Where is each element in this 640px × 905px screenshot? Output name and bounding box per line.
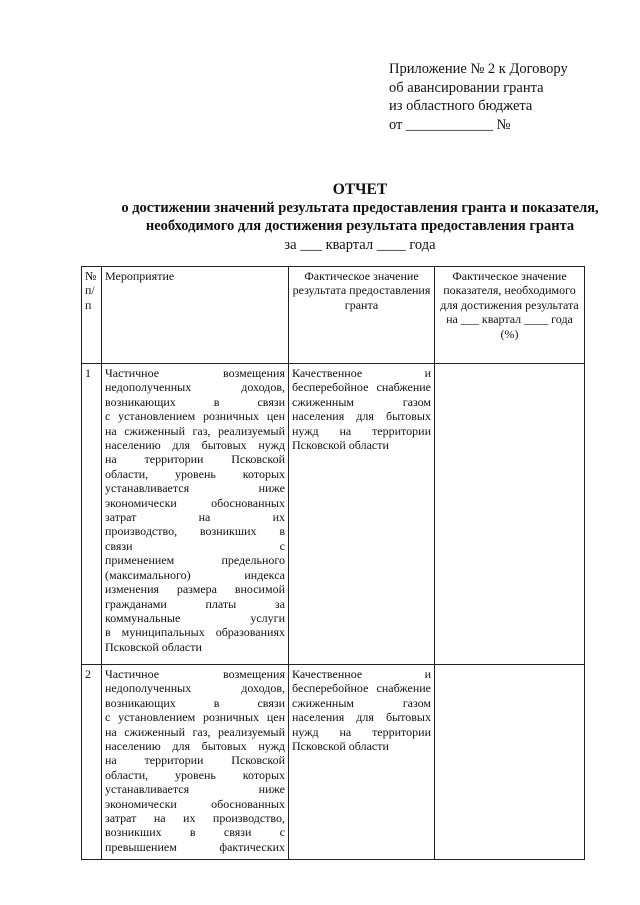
activity-line: возникших в связи с	[105, 825, 285, 840]
header-num-line-2: п/п	[85, 283, 95, 312]
row-activity	[102, 364, 289, 665]
activity-line: устанавливается ниже	[105, 782, 285, 797]
activity-line: гражданами платы за	[105, 596, 285, 611]
activity-line: Частичное возмещения	[105, 366, 285, 380]
activity-line: затрат на их	[105, 510, 285, 525]
header-fact-result: Фактическое значение результата предоставления гранта	[289, 267, 435, 364]
activity-line: применением предельного	[105, 553, 285, 568]
activity-line: экономически обоснованных	[105, 796, 285, 811]
header-num-line-1: №	[85, 269, 97, 283]
row-num: 2	[82, 665, 102, 860]
activity-line: производство, возникших в	[105, 524, 285, 539]
header-num	[82, 267, 102, 364]
row-fact-indicator	[435, 665, 585, 860]
activity-line: на сжиженный газ, реализуемый	[105, 423, 285, 438]
activity-line: населению для бытовых нужд	[105, 739, 285, 754]
activity-line: области, уровень которых	[105, 767, 285, 782]
activity-line: населению для бытовых нужд	[105, 438, 285, 453]
activity-line: коммунальные услуги	[105, 610, 285, 625]
activity-line: на территории Псковской	[105, 753, 285, 768]
appendix-line-4: от ____________ №	[389, 116, 511, 133]
activity-line: (максимального) индекса	[105, 567, 285, 582]
activity-line: с установлением розничных цен	[105, 710, 285, 725]
activity-line: устанавливается ниже	[105, 481, 285, 496]
row-fact-result: Качественное и бесперебойное снабжение сжиженным газом населения для бытовых нужд на территории Псковской области	[289, 364, 435, 665]
row-num: 1	[82, 364, 102, 665]
header-activity: Мероприятие	[102, 267, 289, 364]
activity-line: на территории Псковской	[105, 452, 285, 467]
activity-line: на сжиженный газ, реализуемый	[105, 724, 285, 739]
activity-line: возникающих в связи	[105, 394, 285, 409]
appendix-line-1: Приложение № 2 к Договору	[389, 61, 568, 77]
report-title: ОТЧЕТ	[332, 181, 388, 198]
activity-line: в муниципальных образованиях	[105, 625, 285, 640]
activity-line: связи с	[105, 538, 285, 553]
report-subtitle-line-2: необходимого для достижения результата предоставления гранта	[145, 217, 575, 234]
report-table	[81, 266, 585, 860]
activity-line: возникающих в связи	[105, 695, 285, 710]
row-activity	[102, 665, 289, 860]
activity-line: затрат на их производство,	[105, 811, 285, 826]
appendix-block	[389, 60, 568, 134]
activity-line: изменения размера вносимой	[105, 582, 285, 597]
table-row	[82, 364, 585, 665]
report-subtitle-line-1: о достижении значений результата предоставления гранта и показателя,	[121, 200, 599, 216]
header-fact-indicator-unit: (%)	[500, 326, 519, 341]
activity-line: недополученных доходов,	[105, 681, 285, 696]
activity-line: экономически обоснованных	[105, 495, 285, 510]
header-fact-indicator	[435, 267, 585, 364]
table-header-row	[82, 267, 585, 364]
activity-line: Псковской области	[105, 639, 202, 654]
activity-line: Частичное возмещения	[105, 667, 285, 681]
row-fact-result: Качественное и бесперебойное снабжение сжиженным газом населения для бытовых нужд на территории Псковской области	[289, 665, 435, 860]
activity-line: превышением фактических	[105, 839, 285, 854]
header-fact-indicator-text: Фактическое значение показателя, необходимого для достижения результата на ___ квартал ____ года	[440, 269, 579, 327]
appendix-line-3: из областного бюджета	[389, 98, 533, 114]
activity-line: недополученных доходов,	[105, 380, 285, 395]
row-fact-indicator	[435, 364, 585, 665]
report-period: за ___ квартал ____ года	[284, 237, 436, 253]
appendix-line-2: об авансировании гранта	[389, 79, 544, 96]
activity-line: с установлением розничных цен	[105, 409, 285, 424]
table-row	[82, 665, 585, 860]
activity-line: области, уровень которых	[105, 466, 285, 481]
report-title-block	[60, 180, 640, 254]
